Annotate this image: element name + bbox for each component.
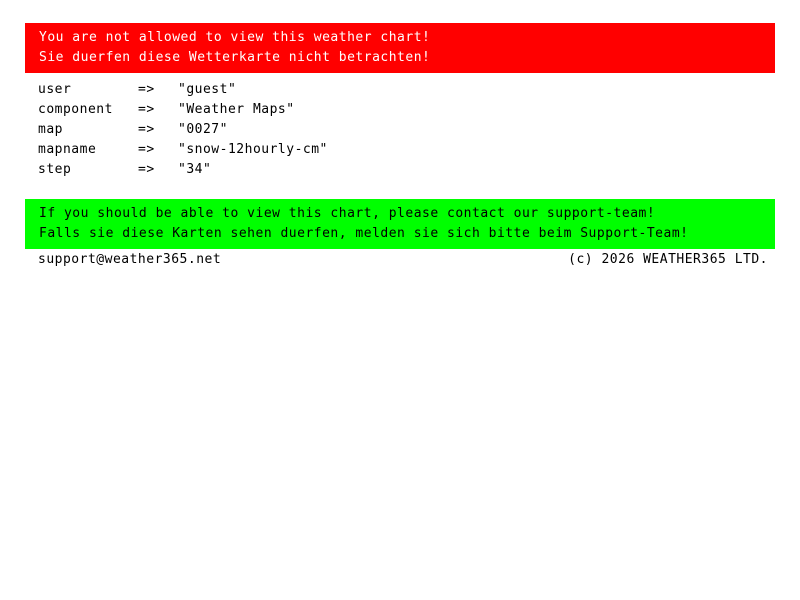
parameter-table [38,80,328,180]
error-banner-line-de: Sie duerfen diese Wetterkarte nicht betrachten! [39,50,431,65]
info-banner-line-de: Falls sie diese Karten sehen duerfen, melden sie sich bitte beim Support-Team! [39,226,689,241]
param-key: user [38,82,72,97]
table-row [38,120,328,140]
param-value: "snow-12hourly-cm" [178,142,328,157]
error-banner-line-en: You are not allowed to view this weather chart! [39,30,431,45]
param-arrow: => [138,122,155,137]
table-row [38,160,328,180]
support-email-link[interactable]: support@weather365.net [38,252,222,267]
param-key: component [38,102,113,117]
info-banner-line-en: If you should be able to view this chart, please contact our support-team! [39,206,656,221]
param-arrow: => [138,102,155,117]
parameter-list [38,80,328,180]
param-arrow: => [138,162,155,177]
param-value: "34" [178,162,212,177]
table-row [38,100,328,120]
info-banner [25,199,775,249]
table-row [38,140,328,160]
param-key: step [38,162,72,177]
param-key: map [38,122,63,137]
copyright-text: (c) 2026 WEATHER365 LTD. [568,252,768,267]
error-banner [25,23,775,73]
table-row [38,80,328,100]
param-arrow: => [138,82,155,97]
param-value: "guest" [178,82,237,97]
param-value: "Weather Maps" [178,102,295,117]
param-arrow: => [138,142,155,157]
param-value: "0027" [178,122,228,137]
footer [38,250,768,270]
param-key: mapname [38,142,97,157]
